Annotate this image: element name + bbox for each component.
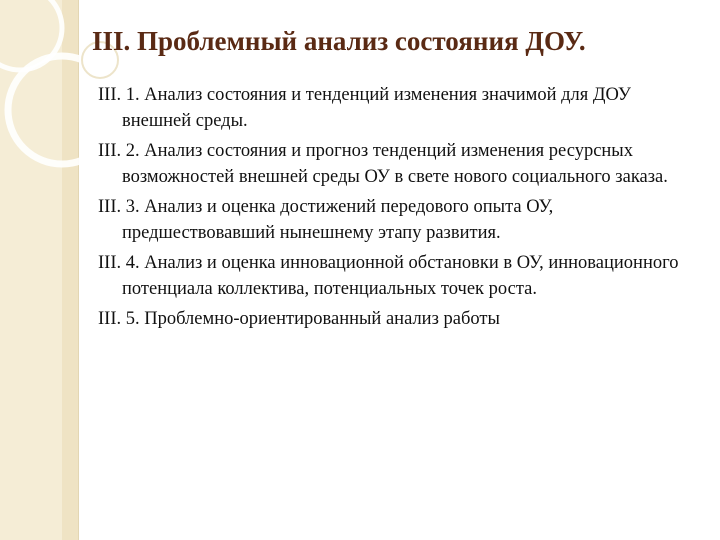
list-item: III. 2. Анализ состояния и прогноз тенденций изменения ресурсных возможностей внешней среды ОУ в свете нового социального заказа. (98, 141, 668, 187)
list-item: III. 5. Проблемно-ориентированный анализ работы (98, 309, 500, 329)
content-list (98, 82, 698, 336)
page-title: III. Проблемный анализ состояния ДОУ. (92, 26, 586, 56)
list-item: III. 1. Анализ состояния и тенденций изменения значимой для ДОУ внешней среды. (98, 85, 631, 131)
list-item: III. 3. Анализ и оценка достижений передового опыта ОУ, предшествовавший нынешнему этапу развития. (98, 197, 554, 243)
list-item: III. 4. Анализ и оценка инновационной обстановки в ОУ, инновационного потенциала коллектива, потенциальных точек роста. (98, 253, 679, 299)
